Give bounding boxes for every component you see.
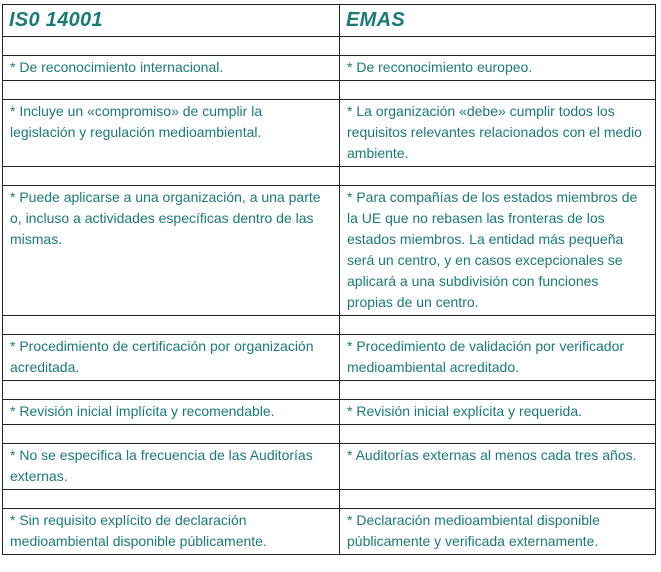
table-row <box>3 444 656 490</box>
column-header-emas: EMAS <box>340 5 656 37</box>
emas-cell: * Declaración medioambiental disponible públicamente y verificada externamente. <box>340 509 656 555</box>
column-header-iso: IS0 14001 <box>3 5 340 37</box>
table-row <box>3 56 656 81</box>
spacer-row <box>3 425 656 444</box>
emas-cell: * Auditorías externas al menos cada tres años. <box>340 444 656 490</box>
iso-cell: * Incluye un «compromiso» de cumplir la legislación y regulación medioambiental. <box>3 100 340 167</box>
iso-cell: * Sin requisito explícito de declaración medioambiental disponible públicamente. <box>3 509 340 555</box>
iso-cell: * No se especifica la frecuencia de las Auditorías externas. <box>3 444 340 490</box>
emas-cell: * Para compañías de los estados miembros de la UE que no rebasen las fronteras de los estados miembros. La entidad más pequeña será un centro, y en casos excepcionales se aplicará a una subdivisión con funciones propias de un centro. <box>340 186 656 316</box>
emas-cell: * Revisión inicial explícita y requerida. <box>340 400 656 425</box>
spacer-row <box>3 381 656 400</box>
iso-cell: * Revisión inicial implícita y recomendable. <box>3 400 340 425</box>
emas-cell: * Procedimiento de validación por verificador medioambiental acreditado. <box>340 335 656 381</box>
header-row <box>3 5 656 37</box>
spacer-row <box>3 490 656 509</box>
table-row <box>3 509 656 555</box>
iso-cell: * De reconocimiento internacional. <box>3 56 340 81</box>
emas-cell: * De reconocimiento europeo. <box>340 56 656 81</box>
table-row <box>3 186 656 316</box>
spacer-row <box>3 81 656 100</box>
iso-cell: * Puede aplicarse a una organización, a una parte o, incluso a actividades específicas dentro de las mismas. <box>3 186 340 316</box>
table-row <box>3 100 656 167</box>
spacer-row <box>3 37 656 56</box>
spacer-row <box>3 316 656 335</box>
spacer-row <box>3 167 656 186</box>
table-row <box>3 335 656 381</box>
emas-cell: * La organización «debe» cumplir todos los requisitos relevantes relacionados con el medio ambiente. <box>340 100 656 167</box>
table-row <box>3 400 656 425</box>
comparison-table <box>2 4 656 555</box>
iso-cell: * Procedimiento de certificación por organización acreditada. <box>3 335 340 381</box>
